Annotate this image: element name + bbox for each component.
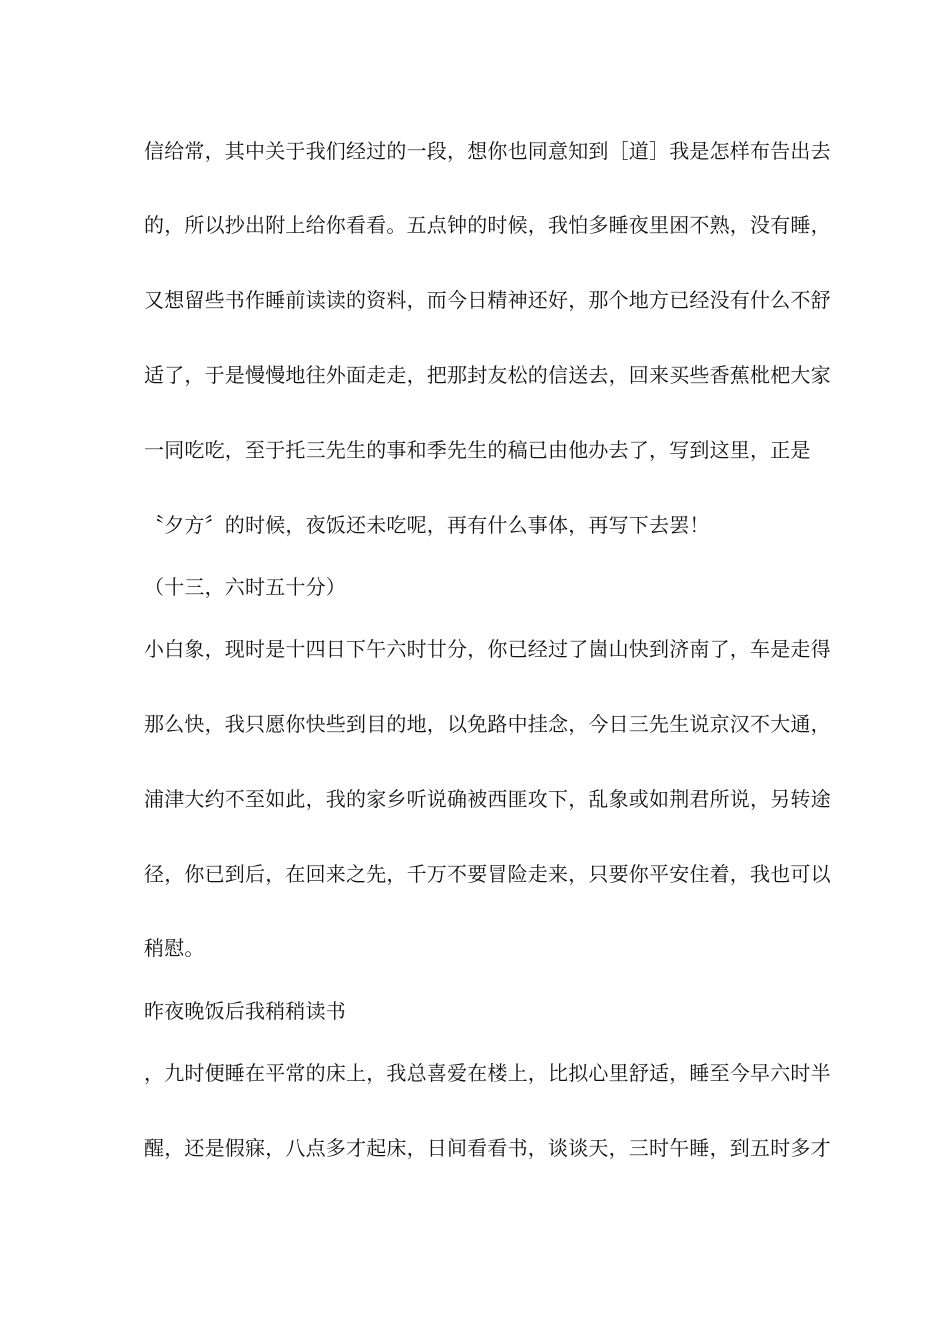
section-timestamp: （十三，六时五十分）	[144, 575, 346, 599]
text-line: 浦津大约不至如此，我的家乡听说确被西匪攻下，乱象或如荆君所说，另转途	[144, 787, 831, 811]
text-line: 一同吃吃，至于托三先生的事和季先生的稿已由他办去了，写到这里，正是	[144, 438, 811, 462]
text-line: 适了，于是慢慢地往外面走走，把那封友松的信送去，回来买些香蕉枇杷大家	[144, 363, 831, 387]
text-line: 〝夕方〞的时候，夜饭还未吃呢，再有什么事体，再写下去罢！	[144, 513, 710, 537]
text-line: 那么快，我只愿你快些到目的地，以免路中挂念，今日三先生说京汉不大通，	[144, 712, 831, 736]
text-line: 径，你已到后，在回来之先，千万不要冒险走来，只要你平安住着，我也可以	[144, 862, 831, 886]
text-line: ，九时便睡在平常的床上，我总喜爱在楼上，比拟心里舒适，睡至今早六时半	[144, 1061, 831, 1085]
text-line: 稍慰。	[144, 936, 205, 960]
text-line: 醒，还是假寐，八点多才起床，日间看看书，谈谈天，三时午睡，到五时多才	[144, 1136, 831, 1160]
text-line: 信给常，其中关于我们经过的一段，想你也同意知到［道］我是怎样布告出去	[144, 139, 831, 163]
text-line: 又想留些书作睡前读读的资料，而今日精神还好，那个地方已经没有什么不舒	[144, 288, 831, 312]
text-line: 的，所以抄出附上给你看看。五点钟的时候，我怕多睡夜里困不熟，没有睡，	[144, 213, 831, 237]
text-line: 小白象，现时是十四日下午六时廿分，你已经过了崮山快到济南了，车是走得	[144, 637, 831, 661]
text-line: 昨夜晚饭后我稍稍读书	[144, 999, 346, 1023]
